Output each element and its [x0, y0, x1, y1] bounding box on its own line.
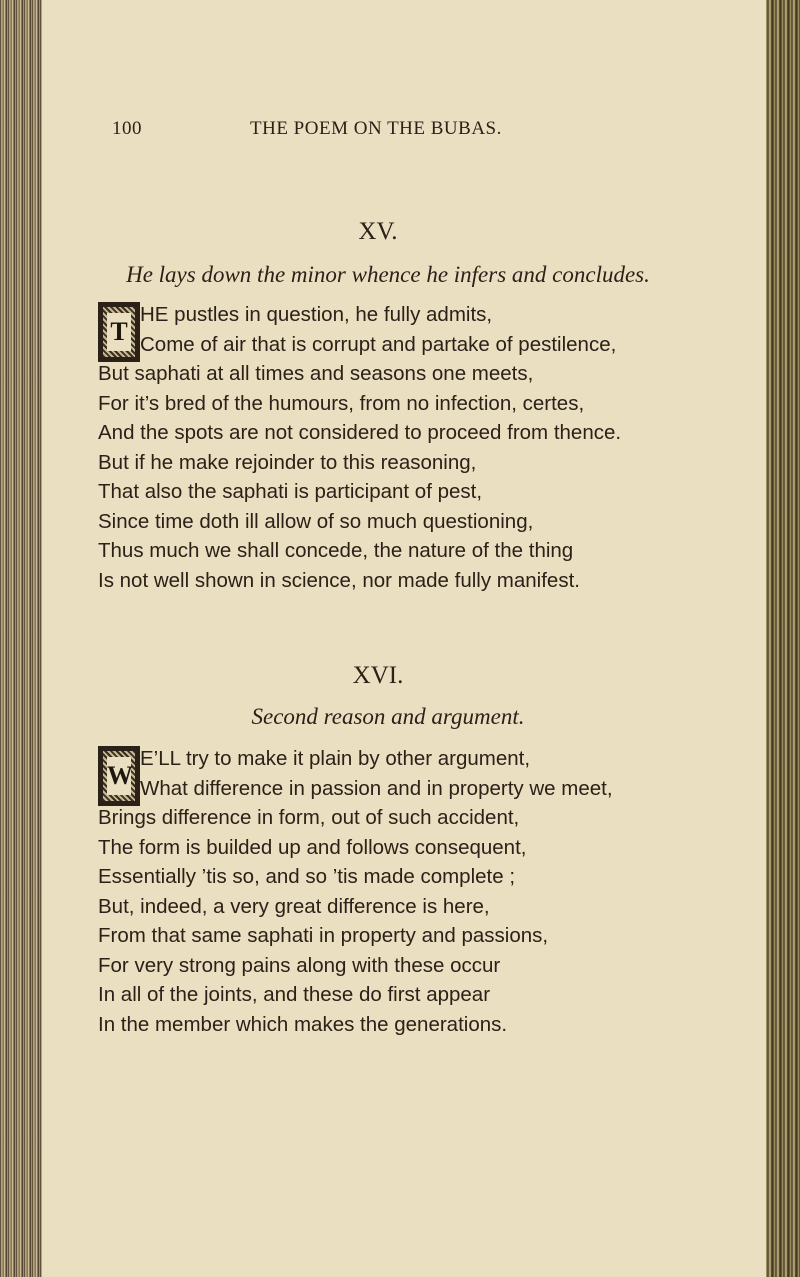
verse-block	[98, 300, 758, 595]
running-title: THE POEM ON THE BUBAS.	[250, 118, 502, 139]
section-xvi	[98, 662, 758, 1039]
book-page	[42, 0, 766, 1277]
verse-line: Come of air that is corrupt and partake of pestilence,	[140, 332, 617, 356]
verse-line: But if he make rejoinder to this reasoning,	[98, 450, 477, 474]
section-numeral: XVI.	[352, 662, 404, 689]
verse-line: And the spots are not considered to proceed from thence.	[98, 421, 622, 444]
verse-line: The form is builded up and follows consequent,	[98, 835, 527, 859]
dropcap-lines	[98, 744, 758, 803]
dropcap-ornament	[98, 746, 140, 806]
verse-line: What difference in passion and in property we meet,	[140, 776, 613, 800]
verse-line: From that same saphati in property and passions,	[98, 924, 549, 947]
dropcap-letter: T	[107, 313, 131, 351]
section-subtitle: Second reason and argument.	[251, 704, 525, 729]
verse-line: HE pustles in question, he fully admits,	[140, 303, 493, 326]
verse-line: But, indeed, a very great difference is here,	[98, 894, 490, 918]
verse-line: In all of the joints, and these do first appear	[98, 983, 491, 1006]
page-number: 100	[112, 118, 142, 139]
verse-line: But saphati at all times and seasons one meets,	[98, 362, 534, 385]
verse-line: Thus much we shall concede, the nature of the thing	[98, 539, 574, 562]
section-numeral: XV.	[358, 218, 398, 245]
verse-line: Essentially ’tis so, and so ’tis made complete ;	[98, 865, 516, 888]
section-xv	[98, 218, 758, 595]
dropcap-ornament	[98, 302, 140, 362]
dropcap-lines	[98, 300, 758, 359]
verse-line: In the member which makes the generations.	[98, 1012, 508, 1036]
book-page-edges-left	[0, 0, 42, 1277]
verse-block	[98, 744, 758, 1039]
book-page-edges-right	[766, 0, 800, 1277]
verse-line: Since time doth ill allow of so much questioning,	[98, 509, 534, 533]
verse-line: Brings difference in form, out of such accident,	[98, 806, 520, 829]
verse-line: Is not well shown in science, nor made fully manifest.	[98, 568, 580, 592]
section-subtitle: He lays down the minor whence he infers and concludes.	[126, 262, 650, 287]
verse-line: E’LL try to make it plain by other argument,	[140, 747, 531, 770]
verse-line: For it’s bred of the humours, from no infection, certes,	[98, 391, 585, 415]
verse-line: For very strong pains along with these occur	[98, 953, 501, 977]
verse-line: That also the saphati is participant of pest,	[98, 480, 483, 503]
dropcap-letter: W	[107, 757, 131, 795]
